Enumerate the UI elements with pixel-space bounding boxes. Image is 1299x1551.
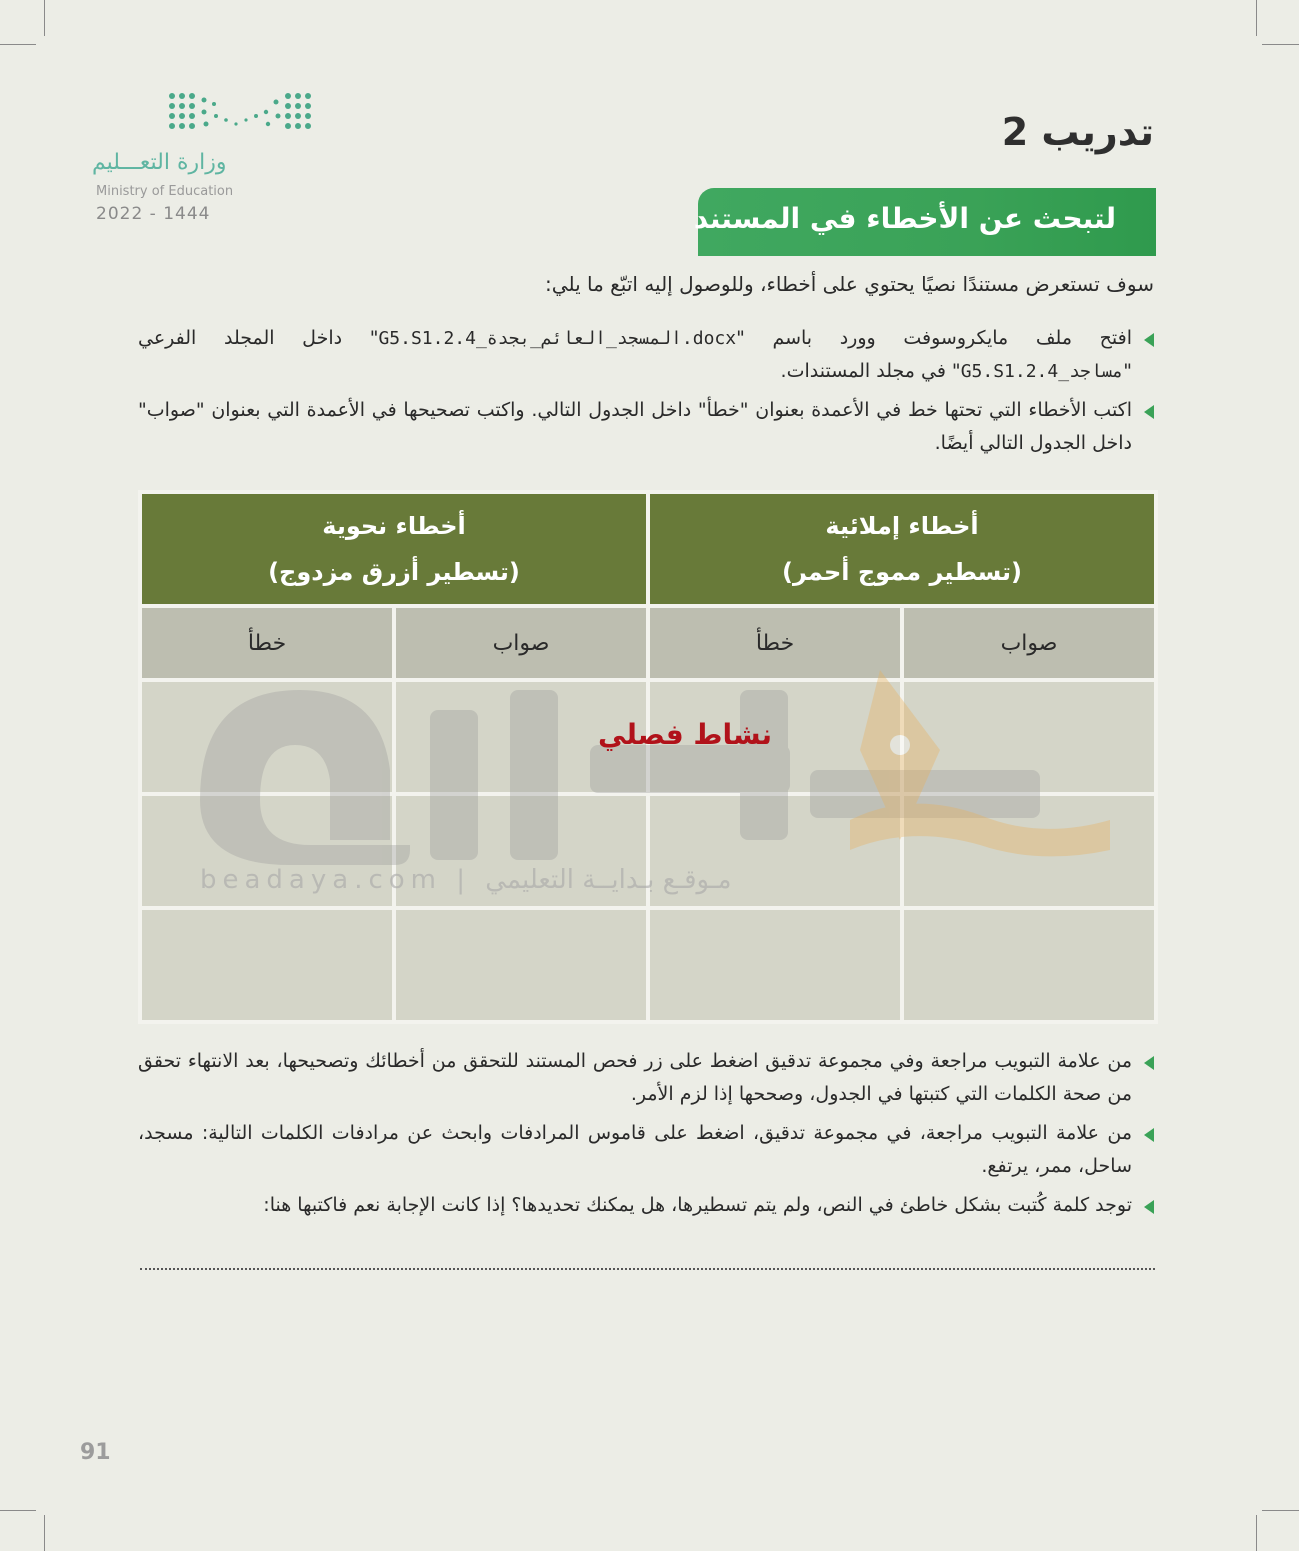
crop-mark	[1262, 1510, 1299, 1511]
crop-mark	[1262, 44, 1299, 45]
ministry-year: 2022 - 1444	[96, 204, 211, 224]
activity-label: نشاط فصلي	[598, 718, 773, 751]
step-text: توجد كلمة كُتبت بشكل خاطئ في النص، ولم يتم تسطيرها، هل يمكنك تحديدها؟ إذا كانت الإجابة نعم فاكتبها هنا:	[263, 1194, 1132, 1216]
crop-mark	[1256, 0, 1257, 36]
step-check-document	[138, 1045, 1154, 1111]
step-text: من علامة التبويب مراجعة وفي مجموعة تدقيق اضغط على زر فحص المستند للتحقق من أخطائك وتصحيحها، بعد الانتهاء تحقق من صحة الكلمات التي كتبتها في الجدول، وصححها إذا لزم الأمر.	[138, 1050, 1132, 1105]
grammar-errors-title: أخطاء نحوية	[322, 512, 466, 540]
answer-cell[interactable]	[394, 908, 648, 1022]
watermark-site-text: beadaya.com | مـوقـع بـدايــة التعليمي	[200, 865, 732, 895]
answer-cell[interactable]	[902, 908, 1156, 1022]
spelling-errors-header	[648, 492, 1156, 606]
step-write-errors	[138, 394, 1154, 460]
spelling-correct-column: صواب	[902, 606, 1156, 680]
step-hidden-error	[138, 1189, 1154, 1222]
intro-text: سوف تستعرض مستندًا نصيًا يحتوي على أخطاء، وللوصول إليه اتبّع ما يلي:	[545, 272, 1154, 296]
answer-cell[interactable]	[140, 680, 394, 794]
page-number: 91	[80, 1440, 111, 1465]
crop-mark	[0, 1510, 36, 1511]
grammar-errors-subtitle: (تسطير أزرق مزدوج)	[268, 558, 520, 586]
answer-cell[interactable]	[902, 794, 1156, 908]
answer-cell[interactable]	[902, 680, 1156, 794]
ministry-emblem-icon	[166, 90, 316, 136]
answer-cell[interactable]	[140, 908, 394, 1022]
crop-mark	[44, 0, 45, 36]
ministry-name-english: Ministry of Education	[96, 184, 234, 199]
ministry-name-arabic: وزارة التعـــليم	[92, 150, 227, 175]
step-text: من علامة التبويب مراجعة، في مجموعة تدقيق، اضغط على قاموس المرادفات وابحث عن مرادفات الكلمات التالية: مسجد، ساحل، ممر، يرتفع.	[138, 1122, 1132, 1177]
ministry-logo	[88, 88, 328, 238]
step-text: " في مجلد المستندات.	[780, 360, 961, 382]
errors-table	[138, 490, 1158, 1024]
step-text: افتح ملف مايكروسوفت وورد باسم "	[736, 327, 1132, 349]
grammar-wrong-column: خطأ	[140, 606, 394, 680]
step-text: اكتب الأخطاء التي تحتها خط في الأعمدة بعنوان "خطأ" داخل الجدول التالي. واكتب تصحيحها في الأعمدة التي بعنوان "صواب" داخل الجدول التالي أيضًا.	[138, 399, 1132, 454]
file-name: G5.S1.2.4_المسجد_العائم_بجدة.docx	[378, 328, 737, 349]
section-banner-text: لتبحث عن الأخطاء في المستند	[693, 202, 1116, 235]
exercise-title: تدريب 2	[1001, 110, 1154, 154]
section-banner	[693, 188, 1156, 256]
crop-mark	[1256, 1515, 1257, 1551]
table-row	[140, 908, 1156, 1022]
crop-mark	[44, 1515, 45, 1551]
answer-cell[interactable]	[648, 908, 902, 1022]
folder-name: G5.S1.2.4_مساجد	[960, 361, 1124, 382]
step-open-file	[138, 322, 1154, 388]
steps-list-continued	[138, 1045, 1154, 1228]
spelling-errors-title: أخطاء إملائية	[825, 512, 979, 540]
spelling-wrong-column: خطأ	[648, 606, 902, 680]
answer-line[interactable]	[140, 1268, 1155, 1270]
spelling-errors-subtitle: (تسطير مموج أحمر)	[781, 558, 1023, 586]
crop-mark	[0, 44, 36, 45]
grammar-correct-column: صواب	[394, 606, 648, 680]
step-text: " داخل المجلد الفرعي "	[138, 327, 1132, 382]
steps-list	[138, 322, 1154, 466]
grammar-errors-header	[140, 492, 648, 606]
step-thesaurus	[138, 1117, 1154, 1183]
